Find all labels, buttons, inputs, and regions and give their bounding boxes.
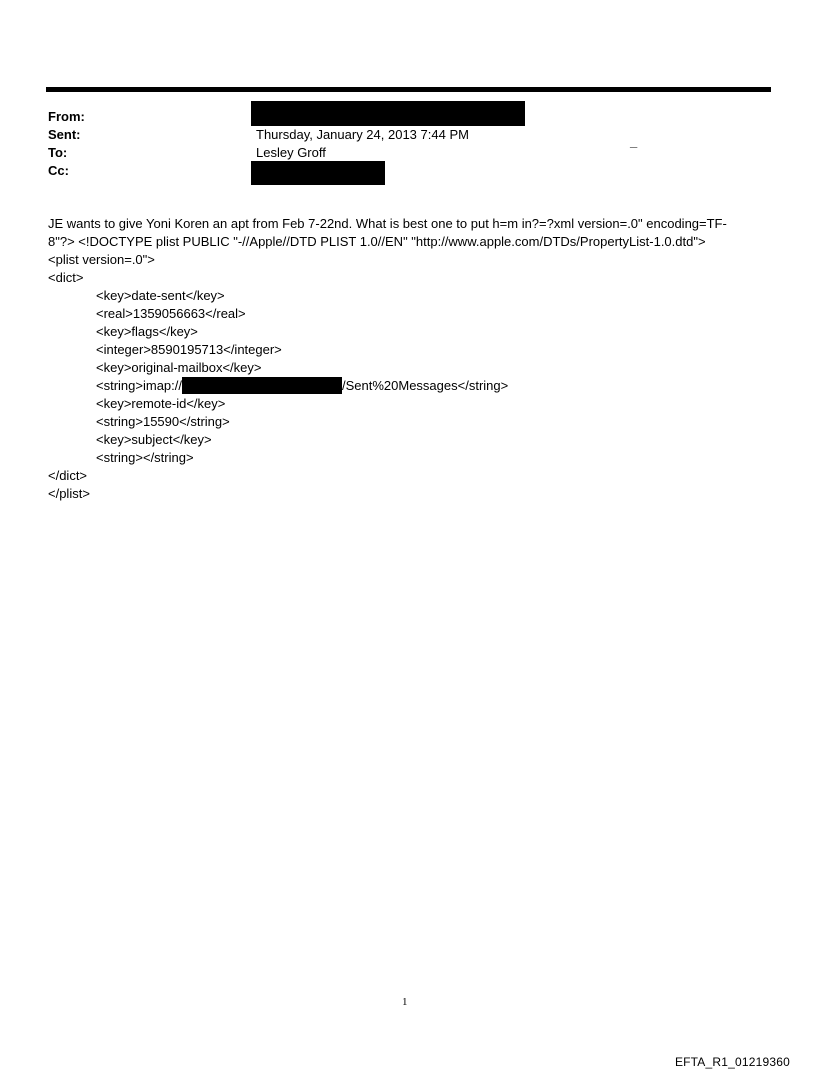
body-line: <key>date-sent</key> — [96, 288, 225, 303]
sent-label: Sent: — [48, 127, 81, 142]
to-value: Lesley Groff — [256, 145, 326, 160]
imap-suffix: /Sent%20Messages</string> — [342, 378, 509, 393]
bates-number: EFTA_R1_01219360 — [674, 1055, 790, 1069]
from-label: From: — [48, 109, 85, 124]
body-line: 8"?> <!DOCTYPE plist PUBLIC "-//Apple//DTD PLIST 1.0//EN" "http://www.apple.com/DTDs/PropertyList-1.0.dtd"> — [48, 234, 706, 249]
body-line-imap — [48, 377, 768, 395]
body-line: <plist version=.0"> — [48, 252, 155, 267]
email-body — [48, 215, 768, 503]
body-line: <real>1359056663</real> — [96, 306, 246, 321]
cc-label: Cc: — [48, 163, 69, 178]
imap-prefix: <string>imap:// — [96, 378, 182, 393]
from-redaction — [251, 101, 525, 126]
body-line: JE wants to give Yoni Koren an apt from Feb 7-22nd. What is best one to put h=m in?=?xml version=.0" encoding=TF- — [48, 216, 727, 231]
body-line: </dict> — [48, 468, 88, 483]
header-rule — [46, 87, 771, 92]
body-line: <string>15590</string> — [96, 414, 230, 429]
cc-redaction — [251, 161, 385, 185]
body-line: <key>flags</key> — [96, 324, 198, 339]
body-line: </plist> — [48, 486, 90, 501]
body-line: <string></string> — [96, 450, 194, 465]
page-number: 1 — [402, 996, 408, 1008]
sent-value: Thursday, January 24, 2013 7:44 PM — [256, 127, 469, 142]
stray-mark: _ — [630, 134, 638, 149]
body-line: <key>remote-id</key> — [96, 396, 226, 411]
body-line: <dict> — [48, 270, 84, 285]
body-line: <key>subject</key> — [96, 432, 212, 447]
to-label: To: — [48, 145, 68, 160]
body-line: <key>original-mailbox</key> — [96, 360, 262, 375]
imap-redaction — [182, 377, 342, 394]
body-line: <integer>8590195713</integer> — [96, 342, 282, 357]
